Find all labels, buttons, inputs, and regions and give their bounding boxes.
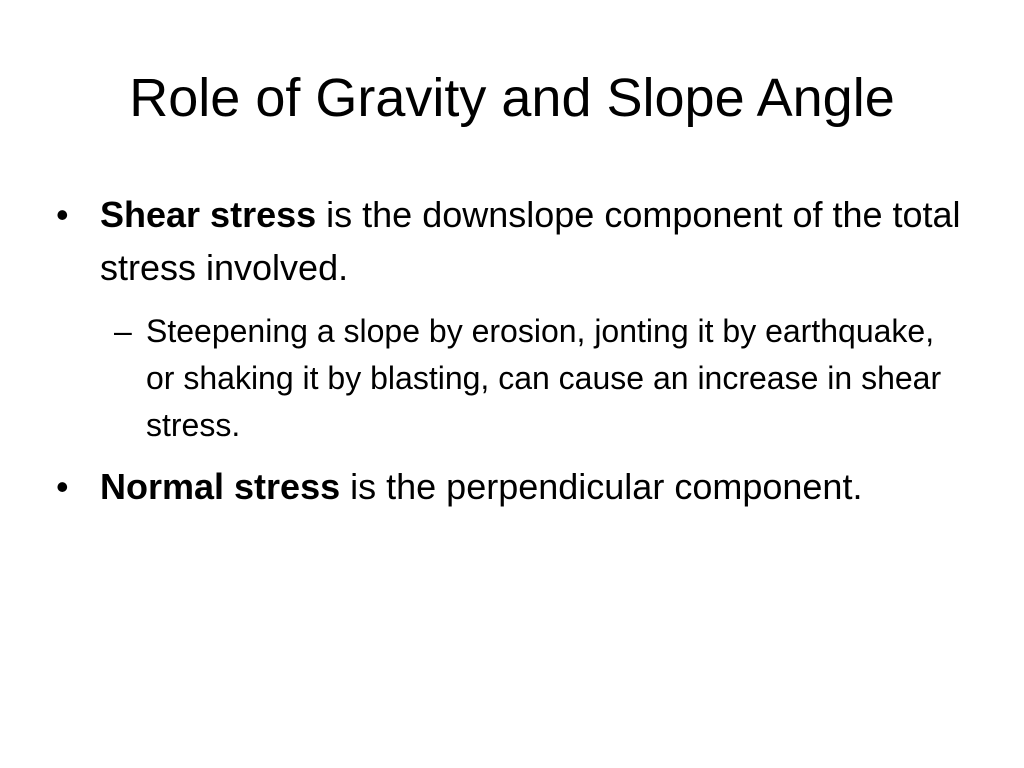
bullet-text: is the perpendicular component.	[340, 466, 863, 507]
bullet-normal-stress	[56, 460, 990, 513]
sub-bullet-text: Steepening a slope by erosion, jonting it by earthquake, or shaking it by blasting, can cause an increase in shear stress.	[146, 313, 942, 443]
bullet-text: is the downslope component of the total stress involved.	[100, 194, 961, 288]
slide-title: Role of Gravity and Slope Angle	[129, 68, 895, 128]
bullet-term: Normal stress	[100, 466, 341, 507]
sub-bullet-marker: –	[114, 313, 132, 349]
sub-bullet-steepening	[114, 308, 946, 449]
bullet-marker: •	[56, 466, 69, 507]
bullet-shear-stress	[56, 188, 990, 294]
bullet-term: Shear stress	[100, 194, 317, 235]
bullet-marker: •	[56, 194, 69, 235]
